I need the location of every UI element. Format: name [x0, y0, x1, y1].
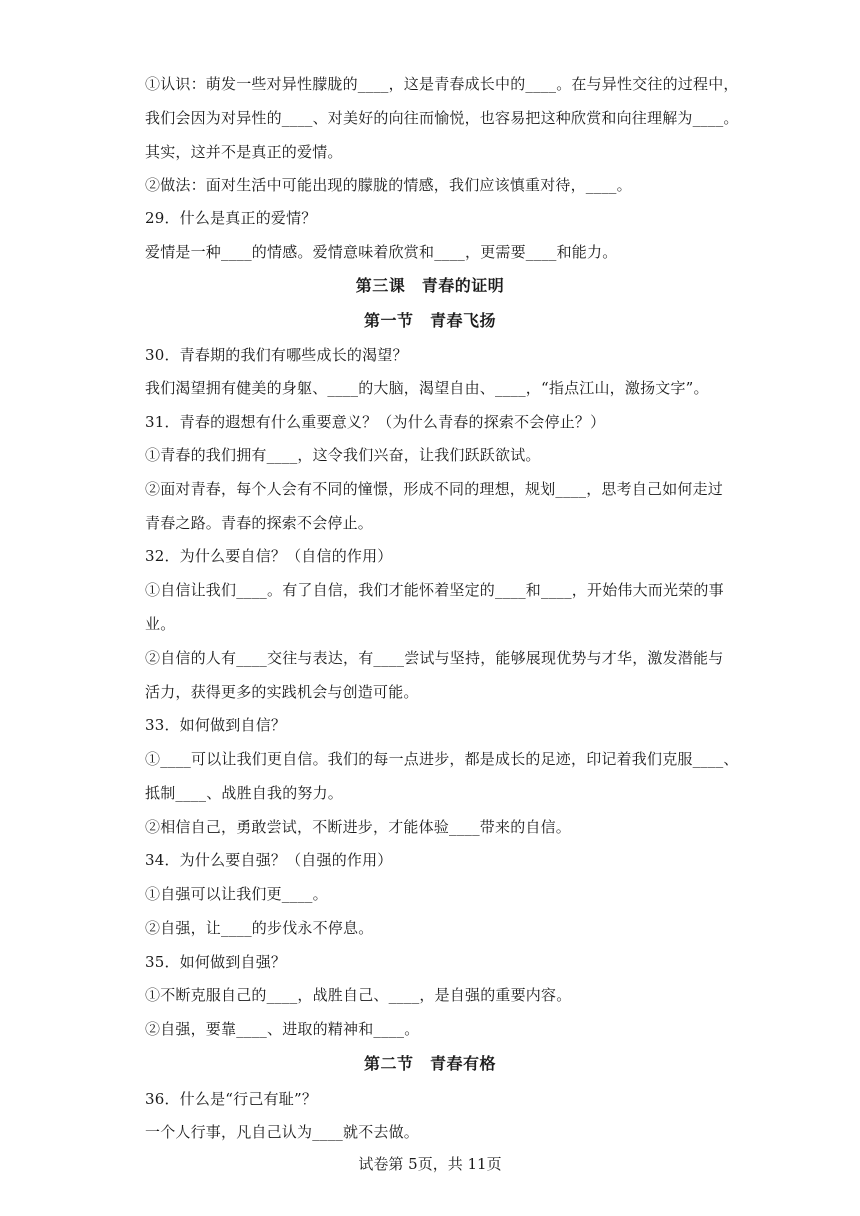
question-35: 35．如何做到自强？ [145, 953, 287, 971]
section-title: 第二节 青春有格 [363, 1054, 496, 1073]
text-line: ①认识：萌发一些对异性朦胧的____，这是青春成长中的____。在与异性交往的过程中， [145, 75, 739, 93]
text-line: ②做法：面对生活中可能出现的朦胧的情感，我们应该慎重对待，____。 [145, 176, 632, 194]
question-32: 32．为什么要自信？（自信的作用） [145, 547, 393, 565]
page-footer: 试卷第 5页，共 11页 [358, 1155, 502, 1173]
question-30: 30．青春期的我们有哪些成长的渴望？ [145, 346, 408, 364]
text-line: ②自强，要靠____、进取的精神和____。 [145, 1020, 420, 1038]
text-line: 爱情是一种____的情感。爱情意味着欣赏和____，更需要____和能力。 [145, 243, 618, 261]
text-line: 活力，获得更多的实践机会与创造可能。 [145, 683, 419, 701]
text-line: ②相信自己，勇敢尝试，不断进步，才能体验____带来的自信。 [145, 818, 572, 836]
text-line: ①不断克服自己的____，战胜自己、____，是自强的重要内容。 [145, 986, 572, 1004]
question-34: 34．为什么要自强？（自强的作用） [145, 851, 393, 869]
text-line: 青春之路。青春的探索不会停止。 [145, 514, 374, 532]
question-29: 29．什么是真正的爱情？ [145, 209, 317, 227]
text-line: ①自强可以让我们更____。 [145, 885, 328, 903]
lesson-title: 第三课 青春的证明 [355, 276, 505, 295]
question-33: 33．如何做到自信？ [145, 716, 287, 734]
text-line: 我们渴望拥有健美的身躯、____的大脑，渴望自由、____，“指点江山，激扬文字”。 [145, 379, 709, 397]
text-line: ①____可以让我们更自信。我们的每一点进步，都是成长的足迹，印记着我们克服____、 [145, 750, 739, 768]
text-line: ①青春的我们拥有____，这令我们兴奋，让我们跃跃欲试。 [145, 446, 541, 464]
text-line: 我们会因为对异性的____、对美好的向往而愉悦，也容易把这种欣赏和向往理解为____。 [145, 109, 739, 127]
text-line: 其实，这并不是真正的爱情。 [145, 143, 343, 161]
text-line: ②自信的人有____交往与表达，有____尝试与坚持，能够展现优势与才华，激发潜能与 [145, 649, 724, 667]
text-line: 抵制____、战胜自我的努力。 [145, 784, 344, 802]
section-title: 第一节 青春飞扬 [363, 311, 496, 330]
question-31: 31．青春的遐想有什么重要意义？（为什么青春的探索不会停止？） [145, 413, 606, 431]
text-line: ①自信让我们____。有了自信，我们才能怀着坚定的____和____，开始伟大而光荣的事 [145, 581, 724, 599]
text-line: ②面对青春，每个人会有不同的憧憬，形成不同的理想，规划____，思考自己如何走过 [145, 480, 724, 498]
text-line: 一个人行事，凡自己认为____就不去做。 [145, 1123, 420, 1141]
text-line: ②自强，让____的步伐永不停息。 [145, 919, 374, 937]
text-line: 业。 [145, 615, 176, 633]
question-36: 36．什么是“行己有耻”？ [145, 1090, 318, 1108]
